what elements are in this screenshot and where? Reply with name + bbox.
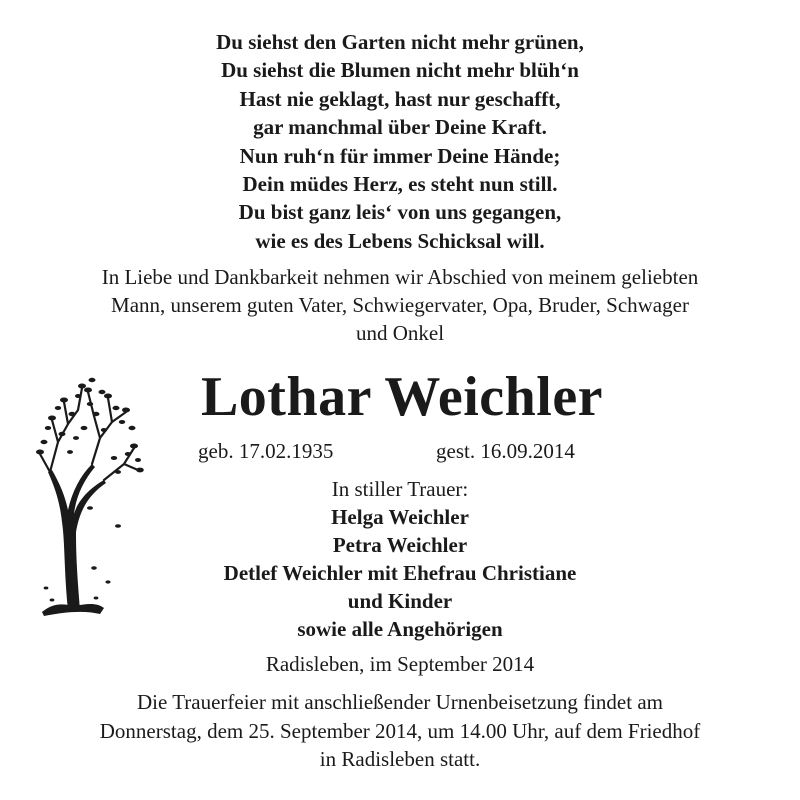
mourner-name: Helga Weichler xyxy=(331,505,469,529)
deceased-name: Lothar Weichler xyxy=(200,366,604,428)
mourner-name: und Kinder xyxy=(347,589,453,613)
funeral-info xyxy=(20,688,780,774)
funeral-line: Die Trauerfeier mit anschließender Urnenbeisetzung findet am xyxy=(137,690,663,714)
poem-line: wie es des Lebens Schicksal will. xyxy=(255,228,545,253)
poem-line: Hast nie geklagt, hast nur geschafft, xyxy=(239,86,561,111)
poem-line: Du siehst die Blumen nicht mehr blüh‘n xyxy=(221,58,579,83)
death-date: gest. 16.09.2014 xyxy=(436,439,575,463)
farewell-text xyxy=(20,263,780,347)
poem-line: Dein müdes Herz, es steht nun still. xyxy=(242,172,558,197)
life-dates xyxy=(198,437,618,465)
farewell-line: In Liebe und Dankbarkeit nehmen wir Abschied von meinem geliebten xyxy=(101,265,699,289)
mourners-heading: In stiller Trauer: xyxy=(331,477,469,501)
poem-line: Nun ruh‘n für immer Deine Hände; xyxy=(239,143,561,168)
place-date: Radisleben, im September 2014 xyxy=(265,652,535,676)
mourners xyxy=(0,475,800,643)
mourner-name: sowie alle Angehörigen xyxy=(297,617,503,641)
birth-date: geb. 17.02.1935 xyxy=(198,439,334,463)
funeral-line: Donnerstag, dem 25. September 2014, um 14.00 Uhr, auf dem Friedhof xyxy=(99,718,701,743)
poem xyxy=(0,28,800,255)
poem-line: Du siehst den Garten nicht mehr grünen, xyxy=(216,30,584,54)
poem-line: Du bist ganz leis‘ von uns gegangen, xyxy=(238,200,562,225)
farewell-line: und Onkel xyxy=(355,321,445,345)
farewell-line: Mann, unserem guten Vater, Schwiegervater, Opa, Bruder, Schwager xyxy=(111,293,689,317)
mourner-name: Detlef Weichler mit Ehefrau Christiane xyxy=(223,561,577,585)
funeral-line: in Radisleben statt. xyxy=(319,747,481,771)
mourner-name: Petra Weichler xyxy=(332,533,468,557)
poem-line: gar manchmal über Deine Kraft. xyxy=(253,115,547,140)
